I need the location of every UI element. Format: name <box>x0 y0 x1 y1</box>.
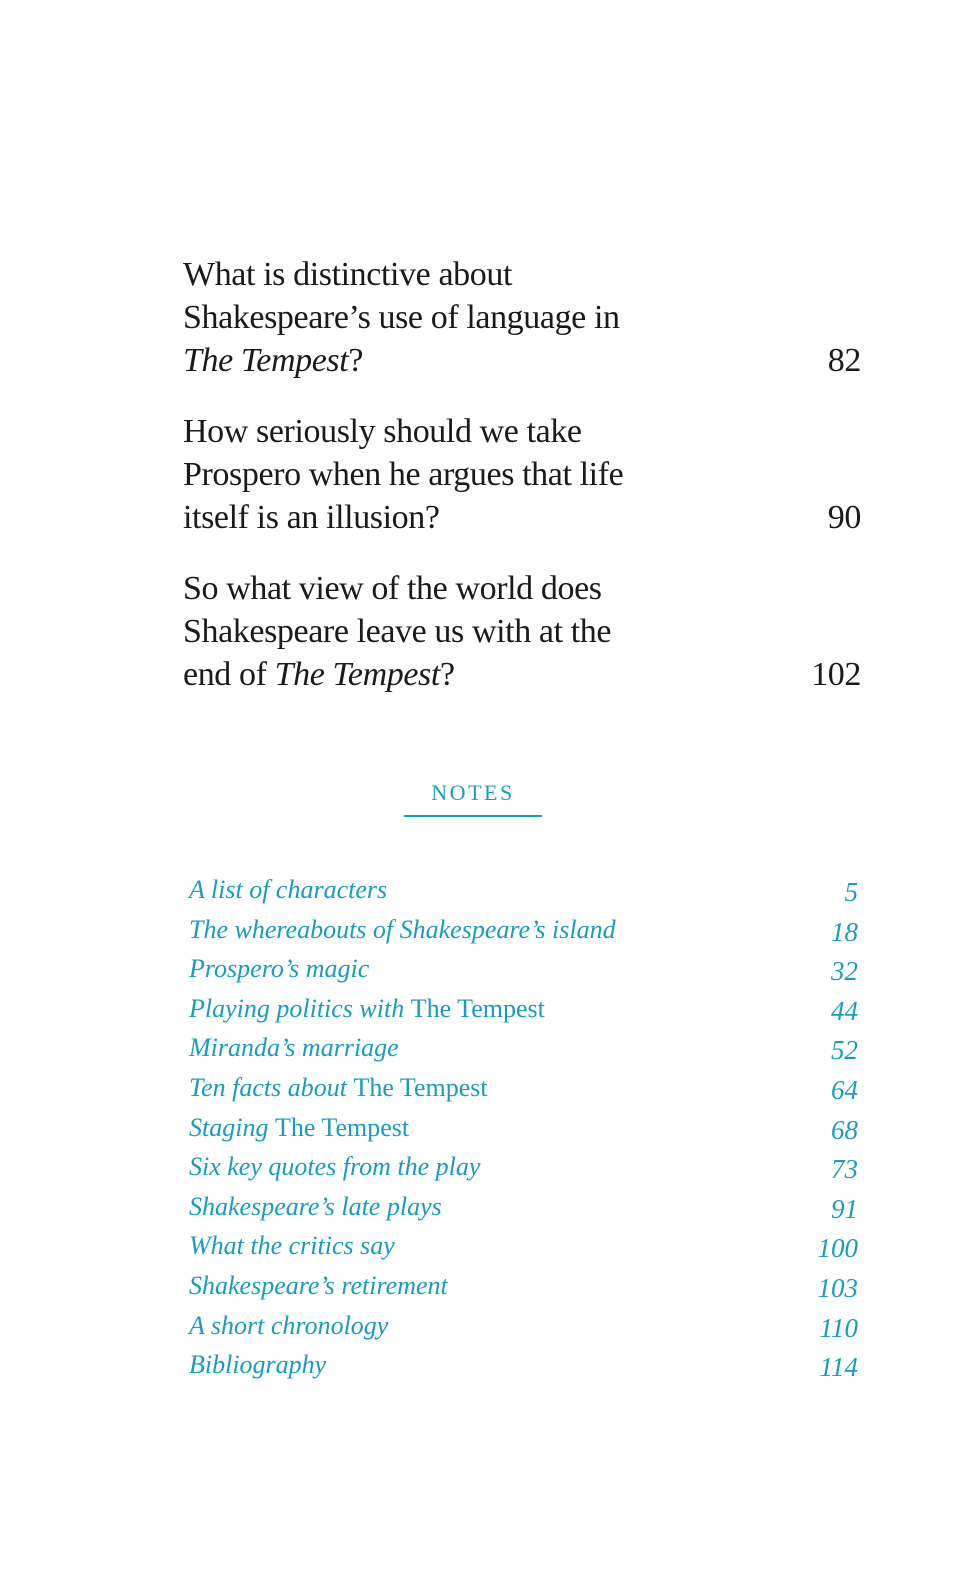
page-number: 102 <box>811 656 861 693</box>
page-number: 90 <box>827 499 861 536</box>
entry-line: The Tempest? <box>183 342 364 379</box>
entry-line: Prospero when he argues that life <box>183 456 624 493</box>
notes-item: What the critics say 100 <box>189 1226 858 1266</box>
page-number: 32 <box>831 956 858 987</box>
play-title: The Tempest <box>274 656 440 693</box>
notes-heading: NOTES <box>404 780 542 817</box>
notes-item: Ten facts about The Tempest 64 <box>189 1068 858 1108</box>
notes-item: Staging The Tempest 68 <box>189 1108 858 1148</box>
contents-entry <box>183 410 861 539</box>
play-title: The Tempest <box>183 342 349 379</box>
entry-line: Shakespeare leave us with at the <box>183 613 612 650</box>
page-number: 52 <box>831 1035 858 1066</box>
page-number: 110 <box>819 1312 858 1343</box>
contents-questions <box>183 253 861 724</box>
notes-item: A list of characters 5 <box>189 870 858 910</box>
notes-item: Shakespeare’s retirement 103 <box>189 1266 858 1306</box>
notes-item: The whereabouts of Shakespeare’s island 18 <box>189 910 858 950</box>
page-number: 5 <box>844 877 858 907</box>
notes-item: Playing politics with The Tempest 44 <box>189 989 858 1029</box>
page-number: 103 <box>817 1272 858 1303</box>
page-number: 100 <box>817 1233 858 1264</box>
entry-line: How seriously should we take <box>183 413 582 450</box>
entry-line: So what view of the world does <box>183 570 602 607</box>
notes-item: Bibliography 114 <box>189 1345 858 1385</box>
page-number: 82 <box>827 342 861 379</box>
page-number: 18 <box>831 916 858 947</box>
notes-item: Shakespeare’s late plays 91 <box>189 1187 858 1227</box>
notes-item: Prospero’s magic 32 <box>189 949 858 989</box>
page-number: 64 <box>831 1074 858 1105</box>
notes-item: Six key quotes from the play 73 <box>189 1147 858 1187</box>
page-number: 114 <box>819 1352 858 1383</box>
notes-list <box>189 870 858 1385</box>
entry-line: itself is an illusion? <box>183 499 440 536</box>
entry-line: Shakespeare’s use of language in <box>183 299 620 336</box>
contents-entry <box>183 253 861 382</box>
page-number: 73 <box>831 1154 858 1185</box>
page-number: 91 <box>831 1193 858 1224</box>
notes-item: Miranda’s marriage 52 <box>189 1028 858 1068</box>
entry-line: end of The Tempest? <box>183 656 455 693</box>
entry-line: What is distinctive about <box>183 256 512 293</box>
page-number: 44 <box>831 995 858 1026</box>
notes-item: A short chronology 110 <box>189 1306 858 1346</box>
page-number: 68 <box>831 1114 858 1145</box>
contents-entry <box>183 567 861 696</box>
